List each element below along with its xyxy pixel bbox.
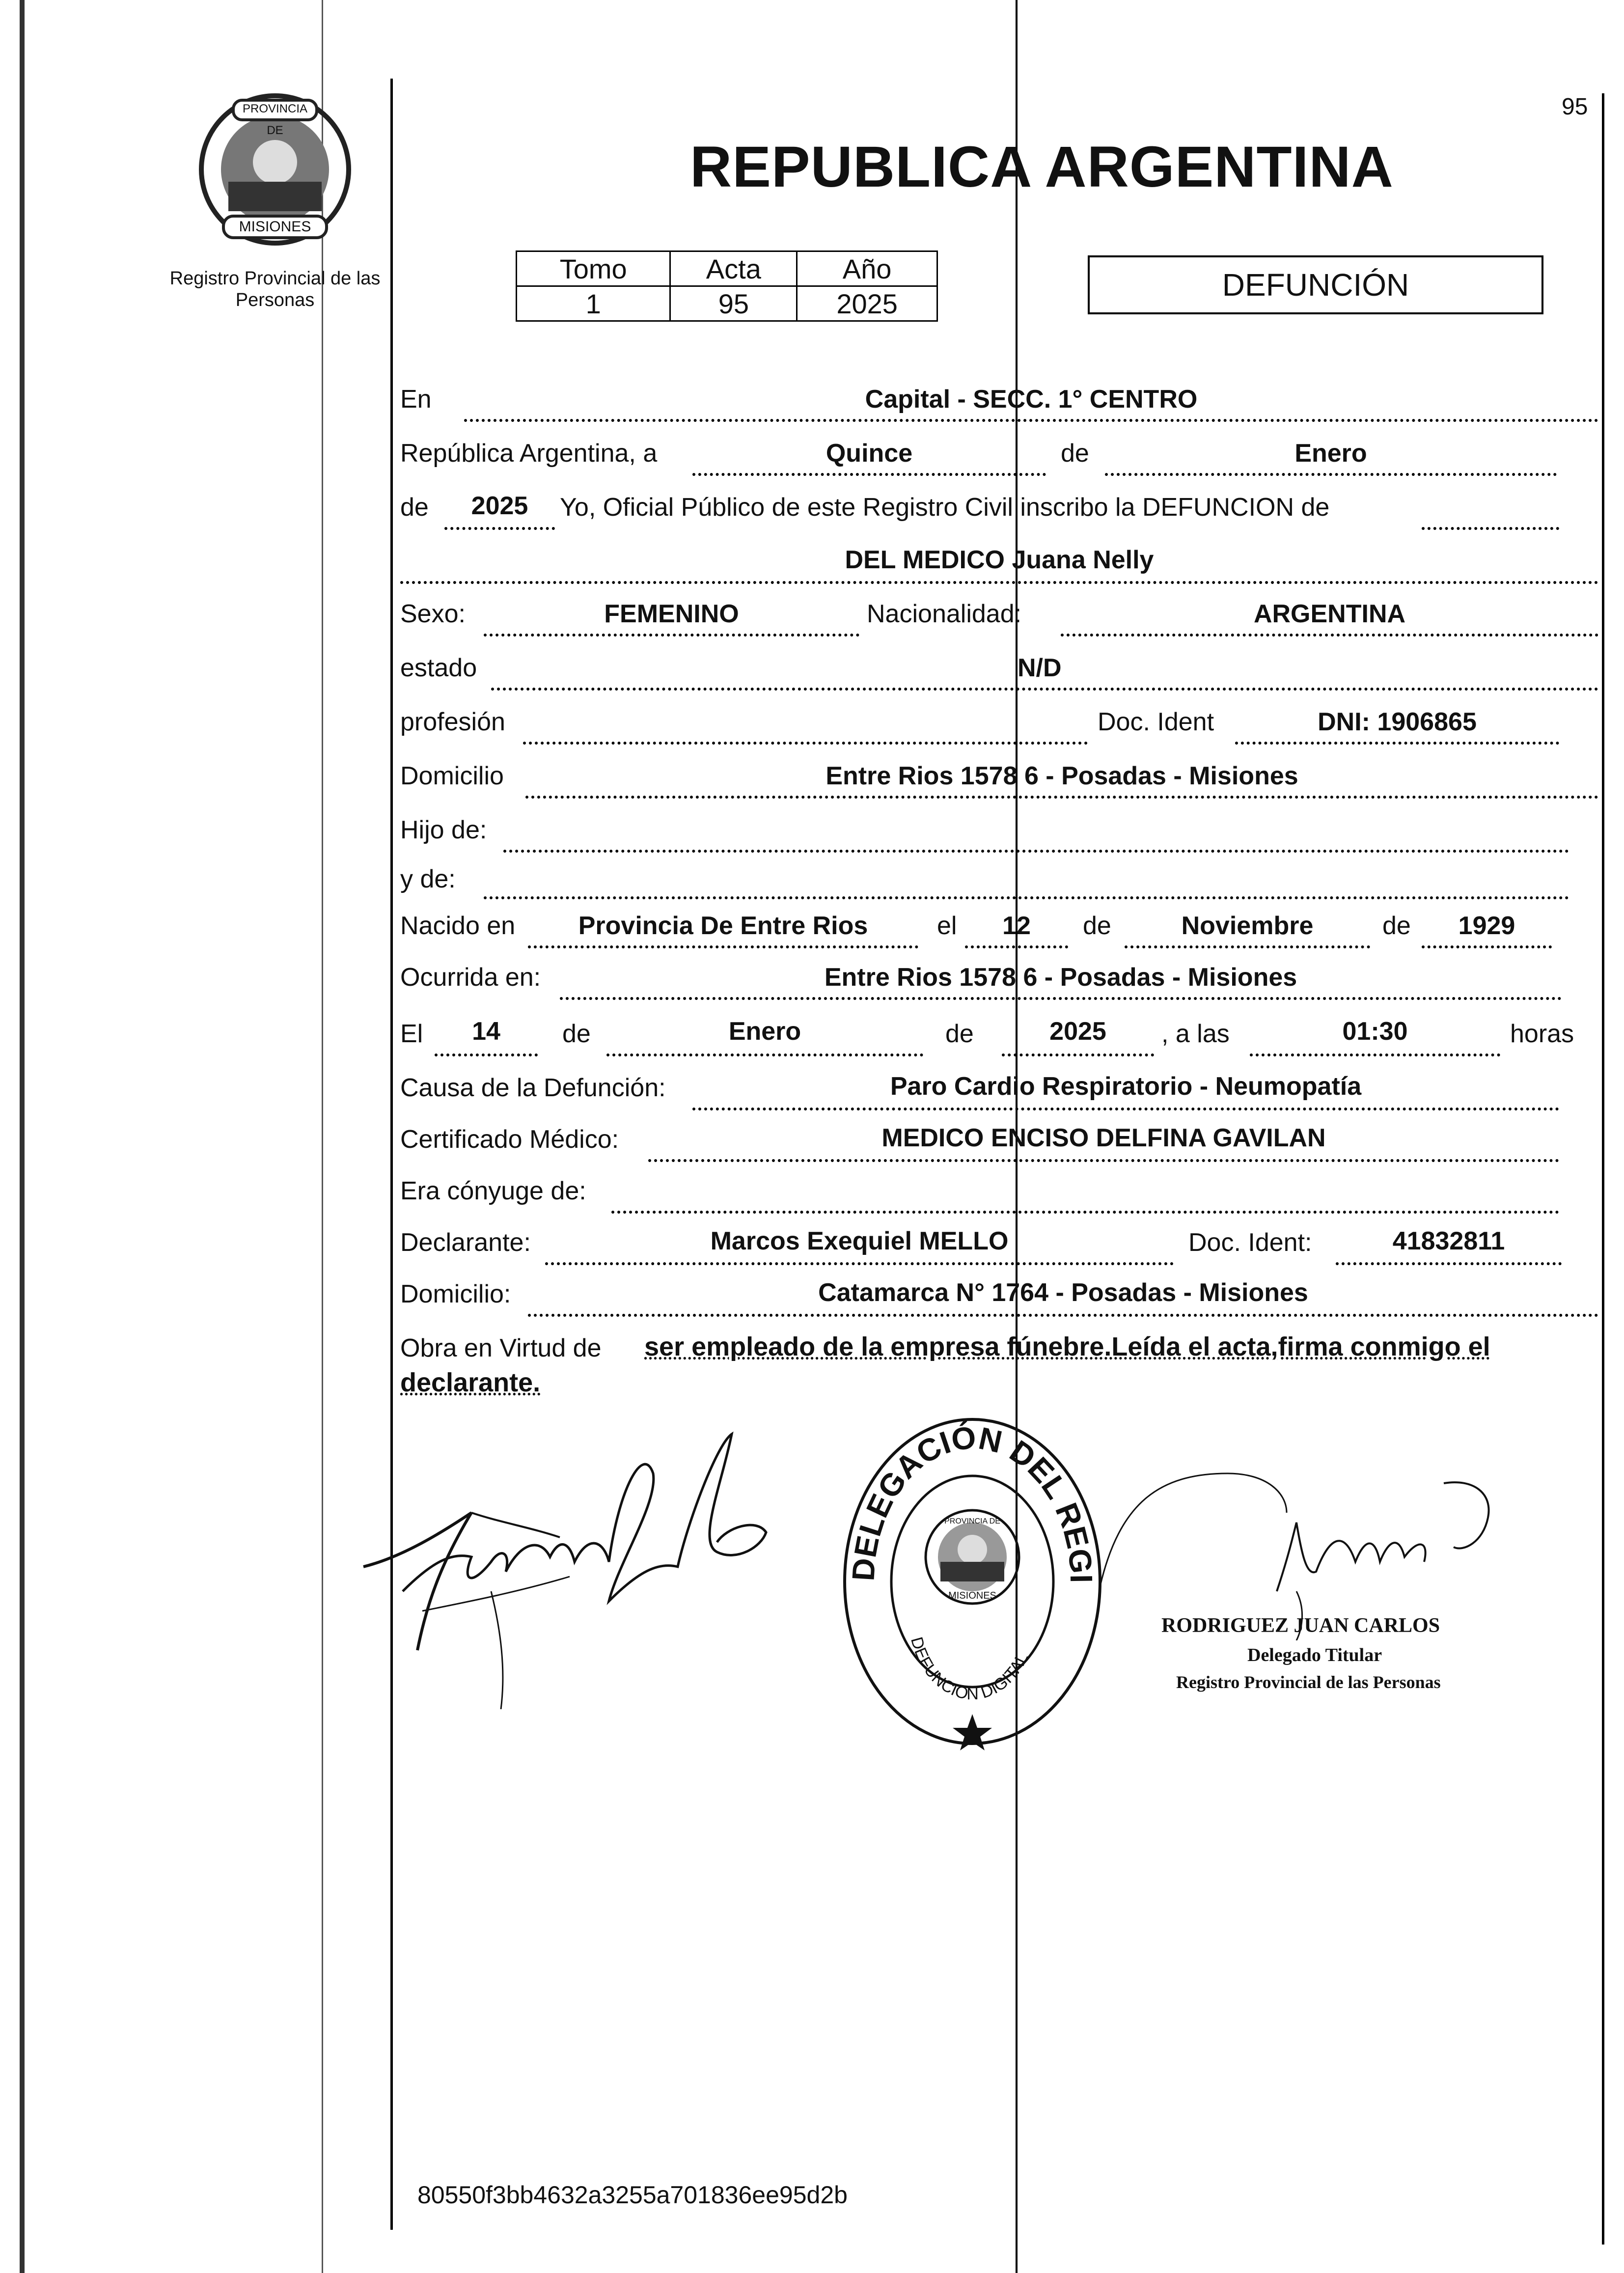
- domicilio2-label: Domicilio:: [400, 1280, 511, 1308]
- death-day: 14: [472, 1017, 500, 1046]
- stamp-seal-bottom: MISIONES: [948, 1590, 996, 1601]
- a-las-label: , a las: [1161, 1020, 1230, 1048]
- obra-value-1: ser empleado de la empresa fúnebre.Leída el acta,firma conmigo el: [644, 1332, 1490, 1361]
- ocurrida-label: Ocurrida en:: [400, 963, 541, 992]
- record-table-header: [517, 251, 937, 286]
- sexo-dots: [484, 634, 859, 637]
- de6-label: de: [945, 1020, 974, 1048]
- domicilio2-value: Catamarca N° 1764 - Posadas - Misiones: [818, 1278, 1308, 1307]
- nacido-dots: [528, 945, 918, 948]
- en-value: Capital - SECC. 1° CENTRO: [865, 385, 1198, 414]
- record-type-box: DEFUNCIÓN: [1088, 255, 1543, 314]
- logo-bottom-text: MISIONES: [239, 219, 311, 235]
- el2-label: El: [400, 1020, 423, 1048]
- header-tomo: Tomo: [517, 251, 670, 286]
- nacido-value: Provincia De Entre Rios: [578, 912, 868, 940]
- month-dots: [1105, 473, 1557, 476]
- birth-month: Noviembre: [1181, 912, 1314, 940]
- deceased-name: DEL MEDICO Juana Nelly: [845, 546, 1154, 574]
- month-value: Enero: [1294, 439, 1367, 468]
- conyuge-dots: [611, 1211, 1559, 1214]
- obra-label: Obra en Virtud de: [400, 1334, 602, 1362]
- stamp-inner-text: DEFUNCION DIGITAL: [907, 1635, 1032, 1704]
- registry-name: Registro Provincial de las Personas: [169, 268, 381, 310]
- declarante-label: Declarante:: [400, 1228, 531, 1257]
- certificado-value: MEDICO ENCISO DELFINA GAVILAN: [881, 1124, 1326, 1152]
- left-scan-edge: [20, 0, 25, 2273]
- death-day-dots: [435, 1053, 538, 1056]
- birth-month-dots: [1125, 945, 1370, 948]
- estado-dots: [491, 688, 1598, 691]
- republica-label: República Argentina, a: [400, 439, 658, 468]
- domicilio-dots: [525, 796, 1598, 799]
- ocurrida-dots: [560, 997, 1562, 1000]
- day-dots: [692, 473, 1046, 476]
- hijo-label: Hijo de:: [400, 816, 487, 844]
- de4-label: de: [1382, 912, 1411, 940]
- death-month-dots: [606, 1053, 923, 1056]
- document-hash: 80550f3bb4632a3255a701836ee95d2b: [417, 2181, 848, 2209]
- death-month: Enero: [728, 1017, 801, 1046]
- hijo-dots: [503, 850, 1569, 853]
- y-de-label: y de:: [400, 865, 456, 893]
- conyuge-label: Era cónyuge de:: [400, 1177, 586, 1205]
- doc2-dots: [1336, 1262, 1562, 1265]
- birth-year-dots: [1422, 945, 1552, 948]
- official-role: Delegado Titular: [1247, 1645, 1382, 1665]
- y-de-dots: [484, 896, 1569, 899]
- sexo-label: Sexo:: [400, 600, 466, 628]
- horas-label: horas: [1510, 1020, 1574, 1048]
- death-time: 01:30: [1342, 1017, 1408, 1046]
- value-acta: 95: [670, 286, 797, 321]
- margin-rule-main: [390, 79, 393, 2230]
- domicilio-value: Entre Rios 1578 6 - Posadas - Misiones: [826, 762, 1298, 790]
- value-anio: 2025: [797, 286, 937, 321]
- doc-label: Doc. Ident: [1098, 708, 1214, 736]
- doc-value: DNI: 1906865: [1318, 708, 1477, 736]
- domicilio-label: Domicilio: [400, 762, 504, 790]
- stamp-seal-top: PROVINCIA DE: [944, 1517, 1000, 1525]
- nacido-label: Nacido en: [400, 912, 516, 940]
- registry-logo: [194, 88, 356, 250]
- en-dots: [464, 419, 1598, 422]
- birth-day-dots: [965, 945, 1068, 948]
- logo-top-text: PROVINCIA DE: [242, 102, 308, 137]
- birth-year: 1929: [1458, 912, 1515, 940]
- year-value: 2025: [471, 492, 528, 520]
- domicilio2-dots: [528, 1314, 1598, 1317]
- nacionalidad-label: Nacionalidad:: [867, 600, 1022, 628]
- birth-day: 12: [1002, 912, 1031, 940]
- certificado-label: Certificado Médico:: [400, 1125, 619, 1154]
- record-table-values: [517, 286, 937, 321]
- doc2-label: Doc. Ident:: [1188, 1228, 1312, 1257]
- causa-value: Paro Cardio Respiratorio - Neumopatía: [890, 1072, 1362, 1101]
- header-acta: Acta: [670, 251, 797, 286]
- declarant-signature: [344, 1414, 835, 1719]
- death-time-dots: [1250, 1053, 1500, 1056]
- death-year: 2025: [1049, 1017, 1106, 1046]
- de2-label: de: [400, 493, 429, 522]
- causa-label: Causa de la Defunción:: [400, 1074, 666, 1102]
- doc-dots: [1235, 742, 1559, 745]
- record-table: [516, 250, 938, 322]
- official-office: Registro Provincial de las Personas: [1176, 1672, 1441, 1692]
- profesion-dots: [523, 742, 1088, 745]
- de-label: de: [1061, 439, 1089, 468]
- declarante-value: Marcos Exequiel MELLO: [710, 1227, 1009, 1255]
- nacionalidad-value: ARGENTINA: [1253, 600, 1406, 628]
- sexo-value: FEMENINO: [604, 600, 739, 628]
- oficial-text: Yo, Oficial Público de este Registro Civil inscribo la DEFUNCION de: [560, 493, 1330, 522]
- value-tomo: 1: [517, 286, 670, 321]
- header-anio: Año: [797, 251, 937, 286]
- certificado-dots: [648, 1159, 1559, 1162]
- official-name: RODRIGUEZ JUAN CARLOS: [1161, 1614, 1440, 1637]
- de5-label: de: [562, 1020, 591, 1048]
- estado-label: estado: [400, 654, 477, 682]
- year-dots: [444, 527, 555, 530]
- el-label: el: [937, 912, 957, 940]
- declarante-dots: [545, 1262, 1174, 1265]
- nacionalidad-dots: [1061, 634, 1598, 637]
- doc2-value: 41832811: [1392, 1227, 1505, 1255]
- death-year-dots: [1002, 1053, 1154, 1056]
- document-title: REPUBLICA ARGENTINA: [690, 135, 1394, 199]
- estado-value: N/D: [1018, 654, 1062, 682]
- official-stamp: [835, 1410, 1110, 1753]
- oficial-dots: [1422, 527, 1559, 530]
- day-value: Quince: [826, 439, 913, 468]
- obra-value-2: declarante.: [400, 1368, 541, 1397]
- profesion-label: profesión: [400, 708, 505, 736]
- right-border: [1602, 93, 1604, 2245]
- causa-dots: [692, 1108, 1559, 1110]
- name-dots: [400, 581, 1598, 584]
- stamp-ring-text: DELEGACIÓN DEL REGI: [845, 1419, 1100, 1583]
- page-number: 95: [1562, 94, 1588, 120]
- en-label: En: [400, 385, 432, 414]
- de3-label: de: [1083, 912, 1111, 940]
- margin-rule-left: [322, 0, 323, 2273]
- ocurrida-value: Entre Rios 1578 6 - Posadas - Misiones: [824, 963, 1297, 992]
